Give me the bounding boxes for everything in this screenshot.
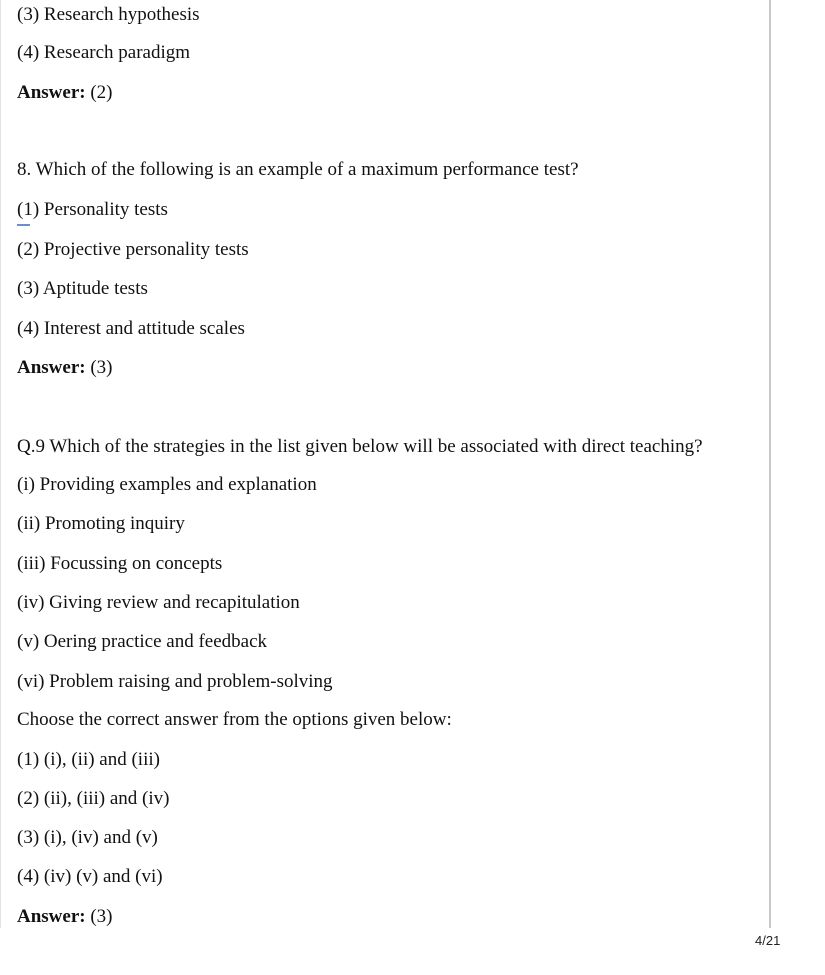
answer-value: (3) [90,357,113,378]
q8-option-1: (1) Personality tests [17,199,168,220]
answer-label: Answer: [17,906,86,927]
page-right-border [769,0,771,928]
q7-option-3: (3) Research hypothesis [17,4,200,25]
q9-option-1: (1) (i), (ii) and (iii) [17,749,160,770]
q9-item-ii: (ii) Promoting inquiry [17,513,185,534]
q9-item-vi: (vi) Problem raising and problem-solving [17,671,333,692]
answer-label: Answer: [17,357,86,378]
q9-answer [17,906,113,928]
answer-label: Answer: [17,82,86,103]
q9-instruction: Choose the correct answer from the options given below: [17,709,452,730]
q7-answer [17,82,113,104]
q9-item-i: (i) Providing examples and explanation [17,474,317,495]
q8-answer [17,357,113,379]
q9-question: Q.9 Which of the strategies in the list given below will be associated with direct teaching? [17,436,703,457]
q9-item-iv: (iv) Giving review and recapitulation [17,592,300,613]
page-left-border [0,0,1,928]
q9-option-4: (4) (iv) (v) and (vi) [17,866,163,887]
q9-option-3: (3) (i), (iv) and (v) [17,827,158,848]
answer-value: (3) [90,906,113,927]
page-number: 4/21 [755,933,781,948]
spellcheck-underline [17,224,30,226]
q9-item-iii: (iii) Focussing on concepts [17,553,223,574]
q8-option-4: (4) Interest and attitude scales [17,318,245,339]
q9-option-2: (2) (ii), (iii) and (iv) [17,788,170,809]
q8-question: 8. Which of the following is an example of a maximum performance test? [17,159,579,180]
answer-value: (2) [90,82,113,103]
q8-option-2: (2) Projective personality tests [17,239,249,260]
q8-option-3: (3) Aptitude tests [17,278,148,299]
q7-option-4: (4) Research paradigm [17,42,191,63]
q9-item-v: (v) Oering practice and feedback [17,631,268,652]
